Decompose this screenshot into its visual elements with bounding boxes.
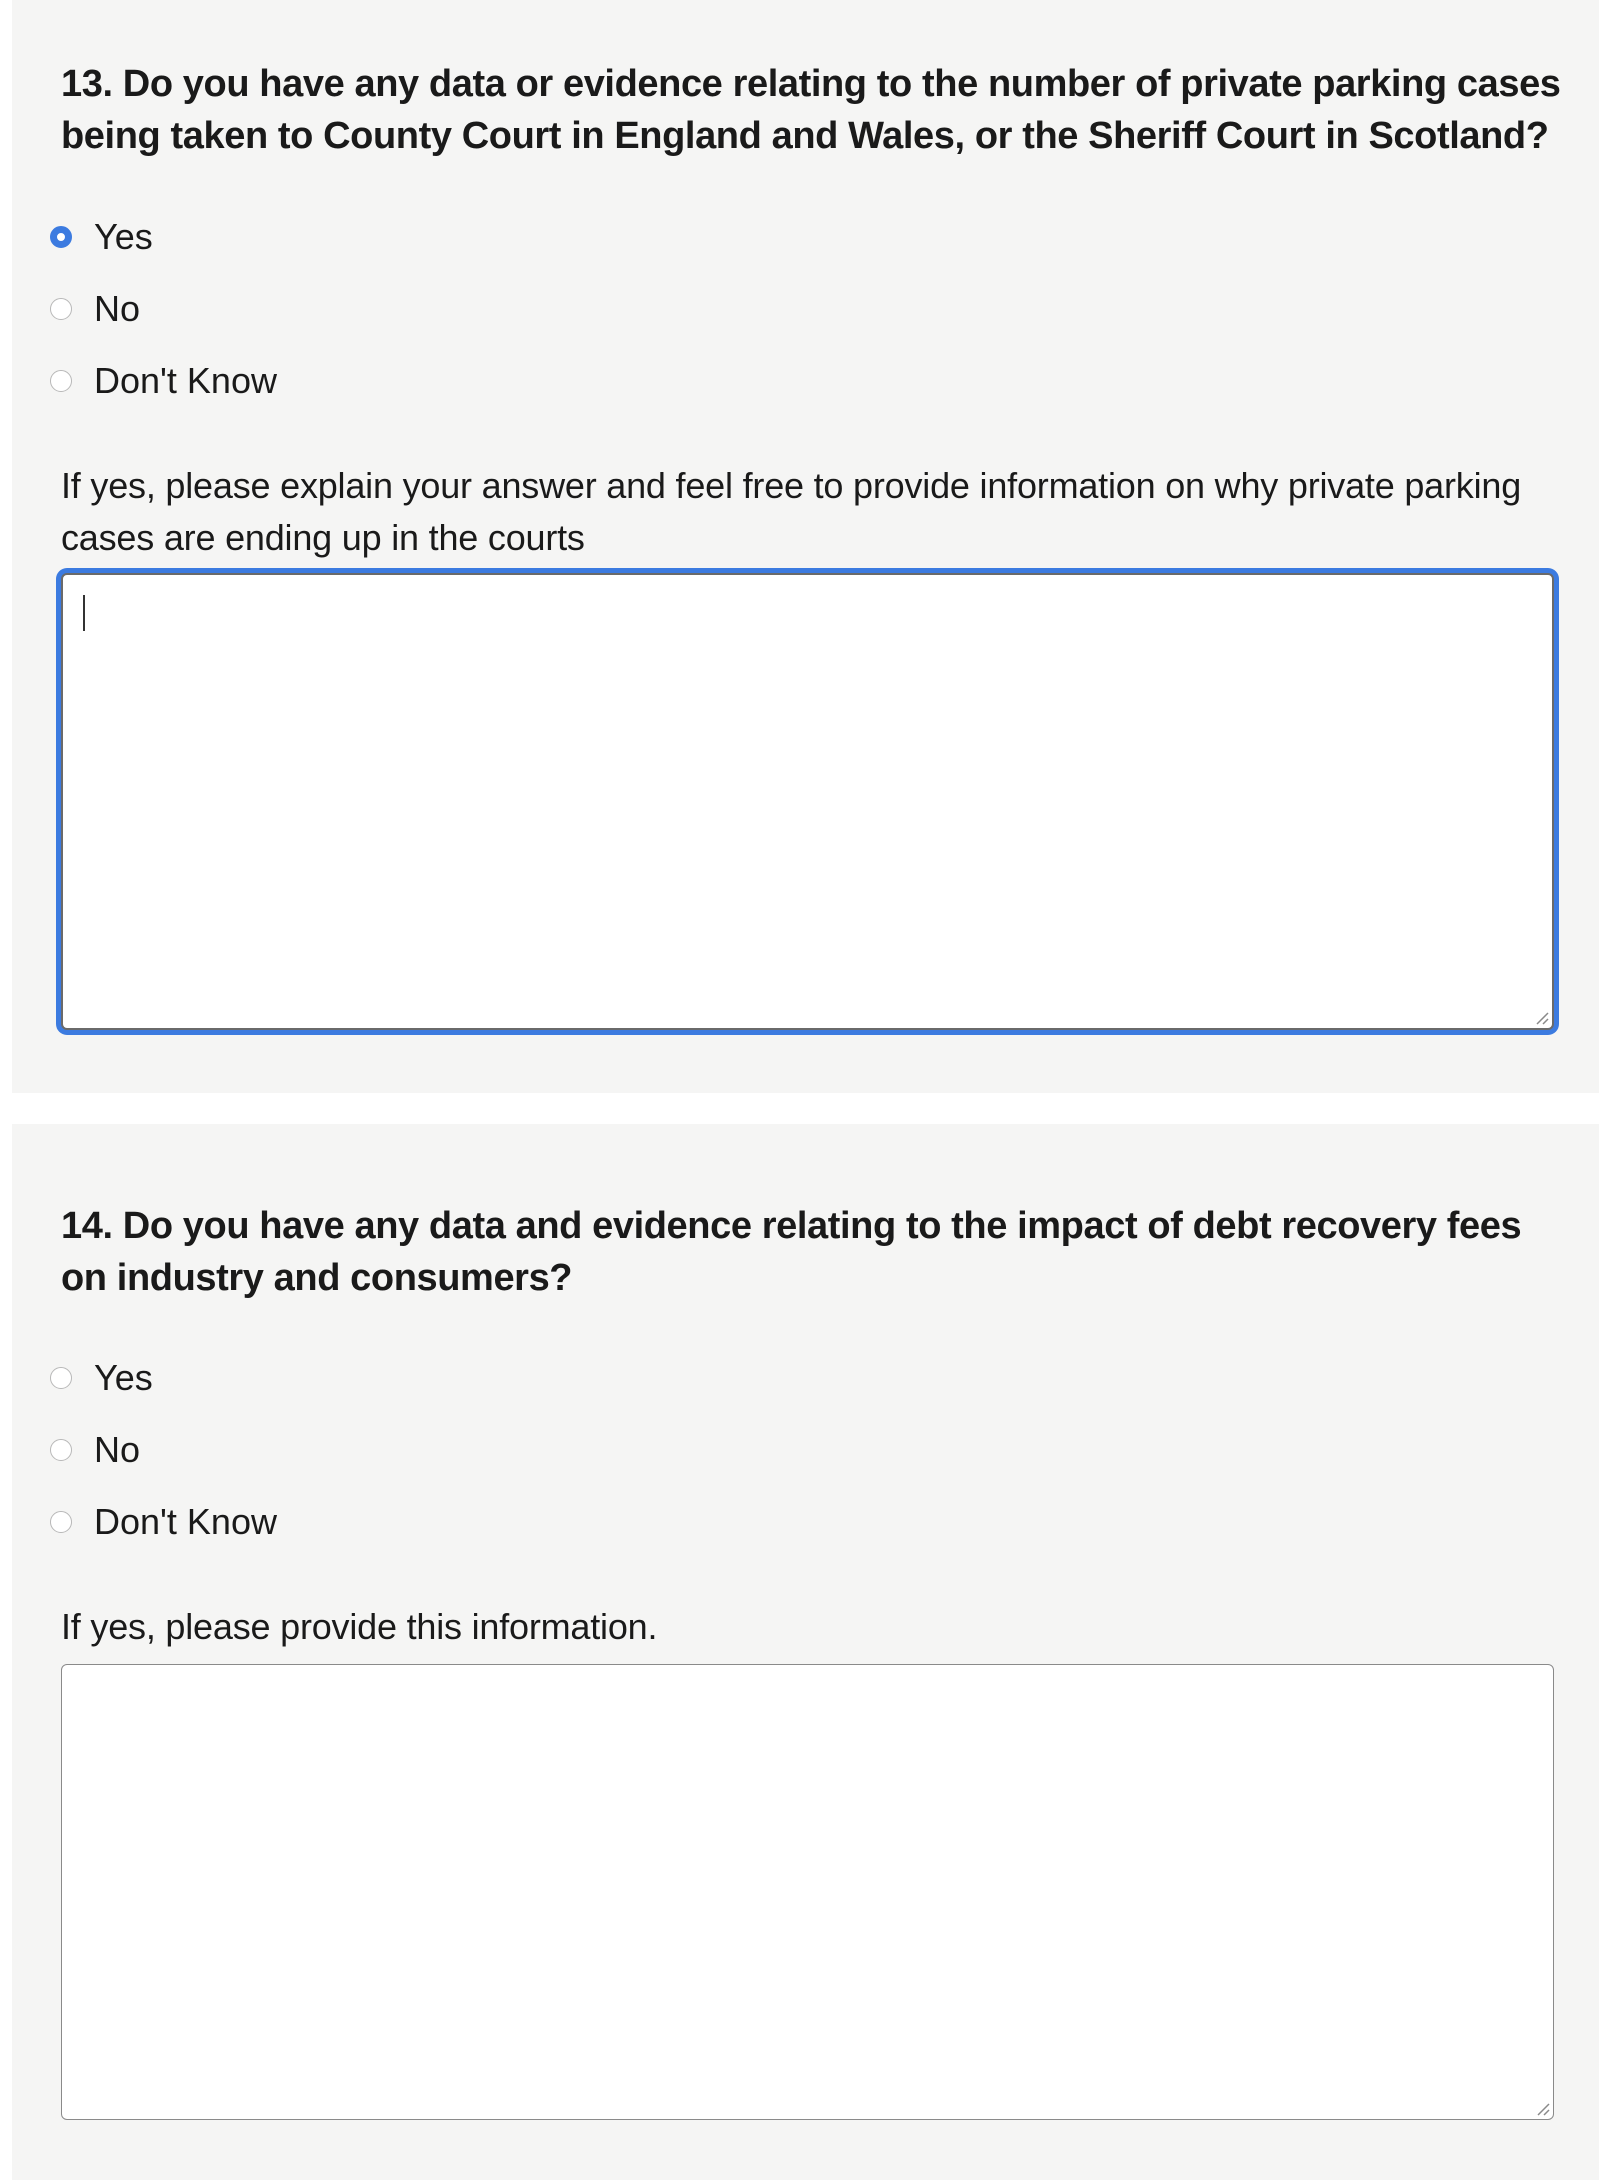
question-13-title: 13. Do you have any data or evidence relating to the number of private parking cases being taken to County Court in England and Wales, or the Sheriff Court in Scotland? xyxy=(61,63,1561,157)
question-13-option-yes[interactable] xyxy=(50,201,277,273)
resize-grip-icon[interactable] xyxy=(1533,1009,1549,1025)
radio-label: Yes xyxy=(94,216,153,257)
text-caret xyxy=(83,595,85,631)
radio-label: No xyxy=(94,288,141,329)
radio-unselected-icon[interactable] xyxy=(50,298,72,320)
question-14-followup-label: If yes, please provide this information. xyxy=(61,1606,658,1647)
resize-grip-icon[interactable] xyxy=(1534,2100,1550,2116)
question-14-option-dont-know[interactable] xyxy=(50,1486,277,1558)
radio-unselected-icon[interactable] xyxy=(50,1511,72,1533)
question-13-followup-label: If yes, please explain your answer and feel free to provide information on why private parking cases are ending up in the courts xyxy=(61,465,1522,558)
radio-selected-icon[interactable] xyxy=(50,226,72,248)
radio-label: Don't Know xyxy=(94,1501,277,1542)
radio-unselected-icon[interactable] xyxy=(50,1367,72,1389)
question-13-answer-textarea[interactable] xyxy=(61,573,1554,1030)
radio-label: Don't Know xyxy=(94,360,277,401)
radio-label: Yes xyxy=(94,1357,153,1398)
radio-label: No xyxy=(94,1429,141,1470)
question-13-option-dont-know[interactable] xyxy=(50,345,277,417)
question-14-option-no[interactable] xyxy=(50,1414,277,1486)
question-14-panel xyxy=(12,1124,1599,2180)
question-14-option-yes[interactable] xyxy=(50,1342,277,1414)
question-14-radio-group xyxy=(50,1342,277,1558)
question-13-option-no[interactable] xyxy=(50,273,277,345)
question-14-answer-textarea[interactable] xyxy=(61,1664,1554,2120)
radio-unselected-icon[interactable] xyxy=(50,370,72,392)
question-14-title: 14. Do you have any data and evidence relating to the impact of debt recovery fees on industry and consumers? xyxy=(61,1205,1522,1299)
question-13-panel xyxy=(12,0,1599,1093)
radio-unselected-icon[interactable] xyxy=(50,1439,72,1461)
question-13-radio-group xyxy=(50,201,277,417)
